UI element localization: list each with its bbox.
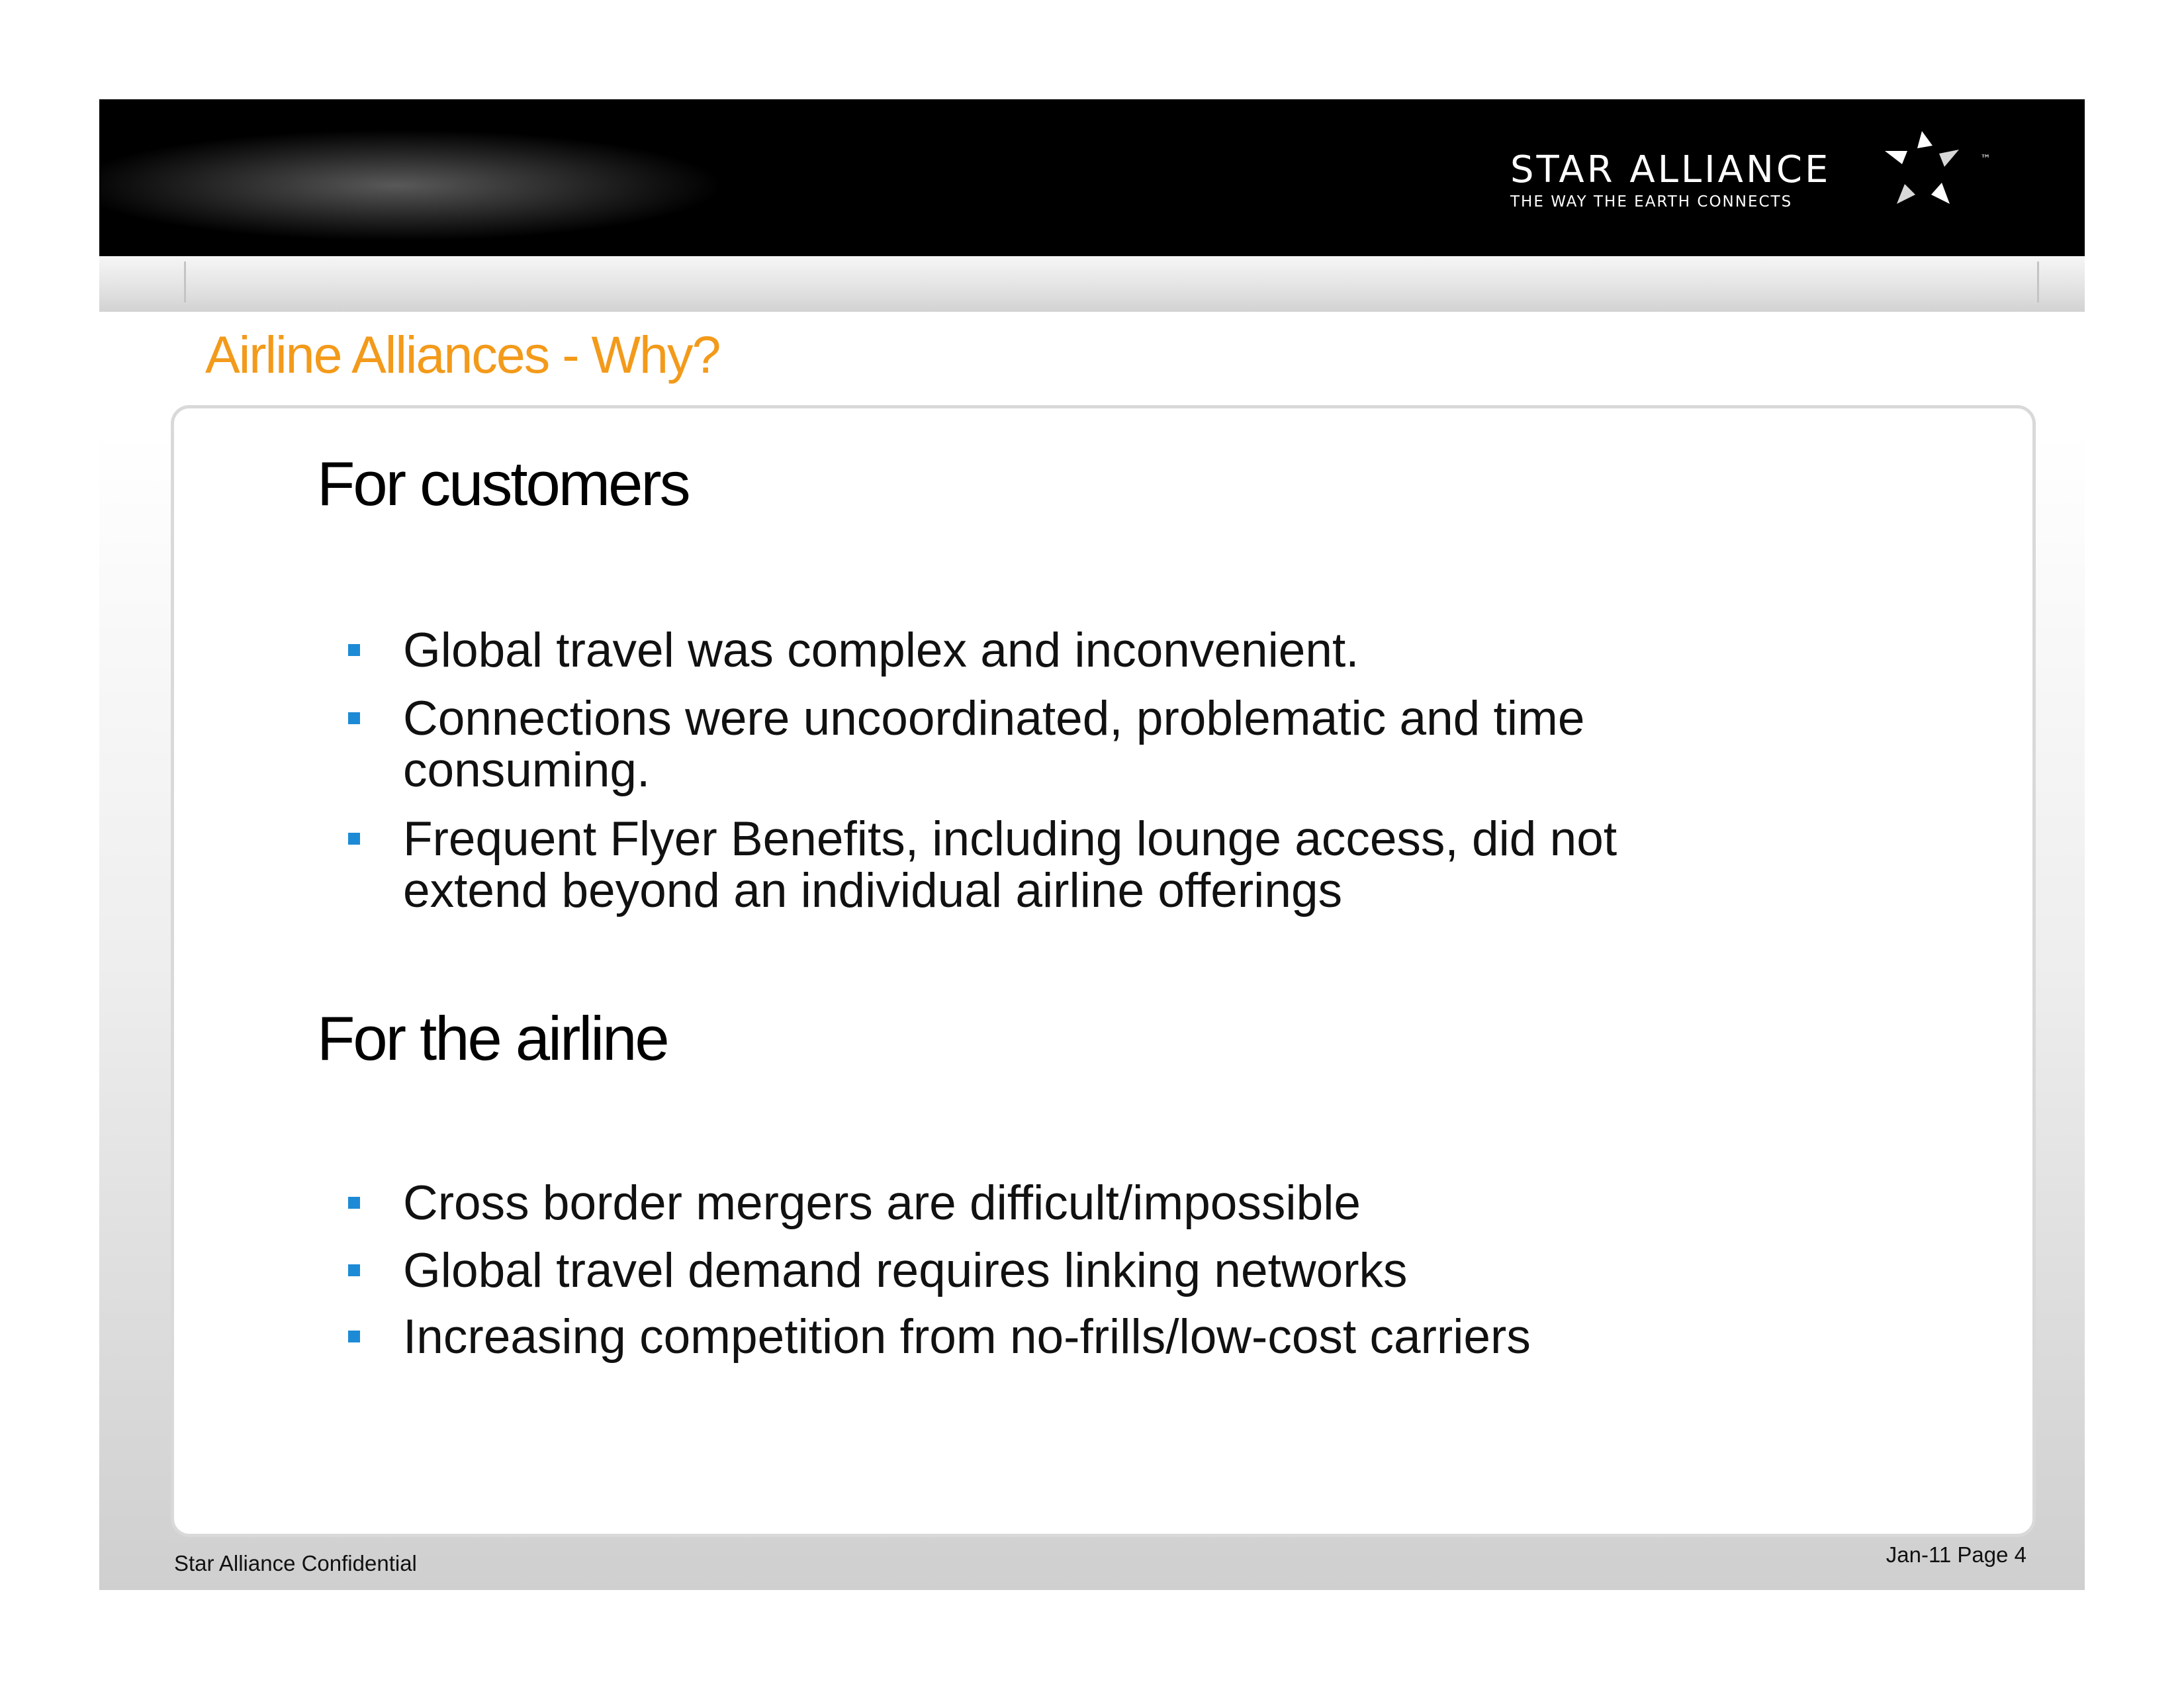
banner <box>99 99 2085 256</box>
star-alliance-logo <box>1510 126 2013 232</box>
bullet-marker <box>348 644 360 656</box>
slide <box>99 99 2085 1590</box>
bullet-item: Frequent Flyer Benefits, including lounge access, did not <box>403 812 1617 866</box>
logo-brand-name: STAR ALLIANCE <box>1510 148 1831 191</box>
bullet-marker <box>348 833 360 845</box>
star-alliance-star-icon <box>1881 126 1967 212</box>
bullet-item: Increasing competition from no-frills/low-cost carriers <box>403 1310 1531 1364</box>
section-heading-airline: For the airline <box>317 1004 668 1073</box>
bullet-marker <box>348 1264 360 1276</box>
band-divider-right <box>2037 261 2039 303</box>
bullet-marker <box>348 1197 360 1209</box>
trademark: ™ <box>1980 152 1991 165</box>
content-panel <box>171 405 2036 1537</box>
section-heading-customers: For customers <box>317 449 689 518</box>
bullet-marker <box>348 712 360 724</box>
bullet-item: Connections were uncoordinated, problematic and time <box>403 692 1585 745</box>
header-band <box>99 256 2085 312</box>
bullet-item: Global travel demand requires linking networks <box>403 1244 1408 1297</box>
bullet-item-continuation: consuming. <box>403 743 651 797</box>
bullet-item-continuation: extend beyond an individual airline offerings <box>403 864 1343 917</box>
earth-image <box>99 99 1158 256</box>
logo-tagline: THE WAY THE EARTH CONNECTS <box>1510 193 1793 211</box>
slide-title: Airline Alliances - Why? <box>205 325 720 384</box>
bullet-item: Global travel was complex and inconvenient. <box>403 624 1359 677</box>
bullet-item: Cross border mergers are difficult/impossible <box>403 1176 1361 1230</box>
bullet-marker <box>348 1331 360 1342</box>
band-divider-left <box>184 261 186 303</box>
footer-confidential: Star Alliance Confidential <box>174 1551 417 1575</box>
footer-page-number: Jan-11 Page 4 <box>1886 1542 2026 1567</box>
